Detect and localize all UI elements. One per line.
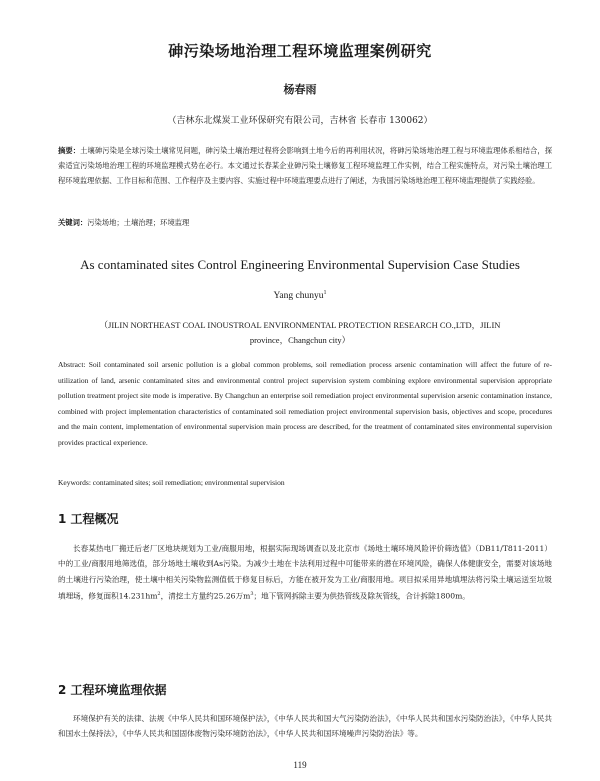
- abstract-text-english: Soil contaminated soil arsenic pollution is a global common problems, soil remediation process arsenic contamination will affect the future of re-utilization of land, arsenic contaminated sites and environmental control project supervision system combining explore environmental supervision appropriate pollution treatment project site mode is imperative. By Changchun an enterprise soil remediation project environmental supervision arsenic contamination instance, combined with project implementation characteristics of contaminated soil remediation project environmental supervision basis, objectives and scope, procedures and the main content, implementation of environmental supervision main process are described, for the treatment of contaminated sites environmental supervision provides practical experience.: [58, 360, 552, 447]
- keywords-english: [58, 478, 552, 487]
- author-name-english: [0, 290, 600, 301]
- unit-superscript-3: 3: [250, 591, 254, 598]
- abstract-english: [58, 357, 552, 451]
- unit-superscript-2: 2: [157, 591, 161, 598]
- author-footnote-mark: 1: [323, 290, 327, 296]
- author-name-chinese: 杨春雨: [283, 83, 317, 96]
- author-name-english-text: Yang chunyu: [273, 291, 324, 302]
- section-2-heading: 2 工程环境监理依据: [58, 683, 167, 697]
- abstract-label-english: Abstract:: [58, 360, 86, 369]
- keywords-text-chinese: 污染场地；土壤治理；环境监理: [87, 218, 190, 227]
- keywords-chinese: [58, 217, 552, 229]
- section-1-text-part3: ；地下管网拆除主要为供热管线及除灰管线，合计拆除1800m。: [253, 591, 470, 601]
- keywords-label-english: Keywords:: [58, 478, 91, 487]
- abstract-label-chinese: 摘要：: [58, 146, 81, 155]
- page-number: 119: [293, 760, 307, 770]
- paper-title-english: As contaminated sites Control Engineering Environmental Supervision Case Studies: [80, 257, 520, 272]
- keywords-text-english: contaminated sites; soil remediation; environmental supervision: [92, 478, 285, 487]
- abstract-chinese: [58, 143, 552, 188]
- abstract-text-chinese: 土壤砷污染是全球污染土壤常见问题，砷污染土壤治理过程将会影响到土地今后的再利用状况，将砷污染场地治理工程与环境监理体系相结合，探索适宜污染场地治理工程的环境监理模式势在必行。本文通过长春某企业砷污染土壤修复工程环境监理工作实例，结合工程实施特点，对污染土壤治理工程环境监理依据、工作目标和范围、工作程序及主要内容、实施过程中环境监理要点进行了阐述，为我国污染场地治理工程环境监理提供了实践经验。: [58, 146, 552, 185]
- section-1-heading: 1 工程概况: [58, 512, 119, 526]
- section-1-text-part2: ，清挖土方量约25.26万m: [160, 591, 251, 601]
- section-1-text-part1: 长春某热电厂搬迁后老厂区地块规划为工业/商服用地，根据实际现场调查以及北京市《场地土壤环境风险评价筛选值》（DB11/T811-2011）中的工业/商服用地筛选值，部分场地土壤收到As污染。为减少土地在卡法利用过程中可能带来的潜在环境风险，确保人体健康安全，需要对该场地的土壤进行污染治理，使土壤中相关污染物监测值低于修复目标后，方能在被开发为工业/商服用地。项目拟采用异地填埋法将污染土壤运送至垃圾填埋场，修复面积14.231hm: [58, 544, 552, 601]
- affiliation-english: （JILIN NORTHEAST COAL INOUSTROAL ENVIRONMENTAL PROTECTION RESEARCH CO.,LTD，JILIN province，Changchun city）: [99, 320, 501, 345]
- keywords-label-chinese: 关键词：: [58, 218, 88, 227]
- section-2-body: 环境保护有关的法律、法规《中华人民共和国环境保护法》，《中华人民共和国大气污染防治法》，《中华人民共和国水污染防治法》，《中华人民共和国水土保持法》，《中华人民共和国固体废物污染环境防治法》，《中华人民共和国环境噪声污染防治法》等。: [58, 714, 552, 739]
- section-1-body: [58, 541, 552, 604]
- paper-title-chinese: 砷污染场地治理工程环境监理案例研究: [168, 42, 432, 60]
- affiliation-chinese: （吉林东北煤炭工业环保研究有限公司，吉林省 长春市 130062）: [167, 116, 433, 126]
